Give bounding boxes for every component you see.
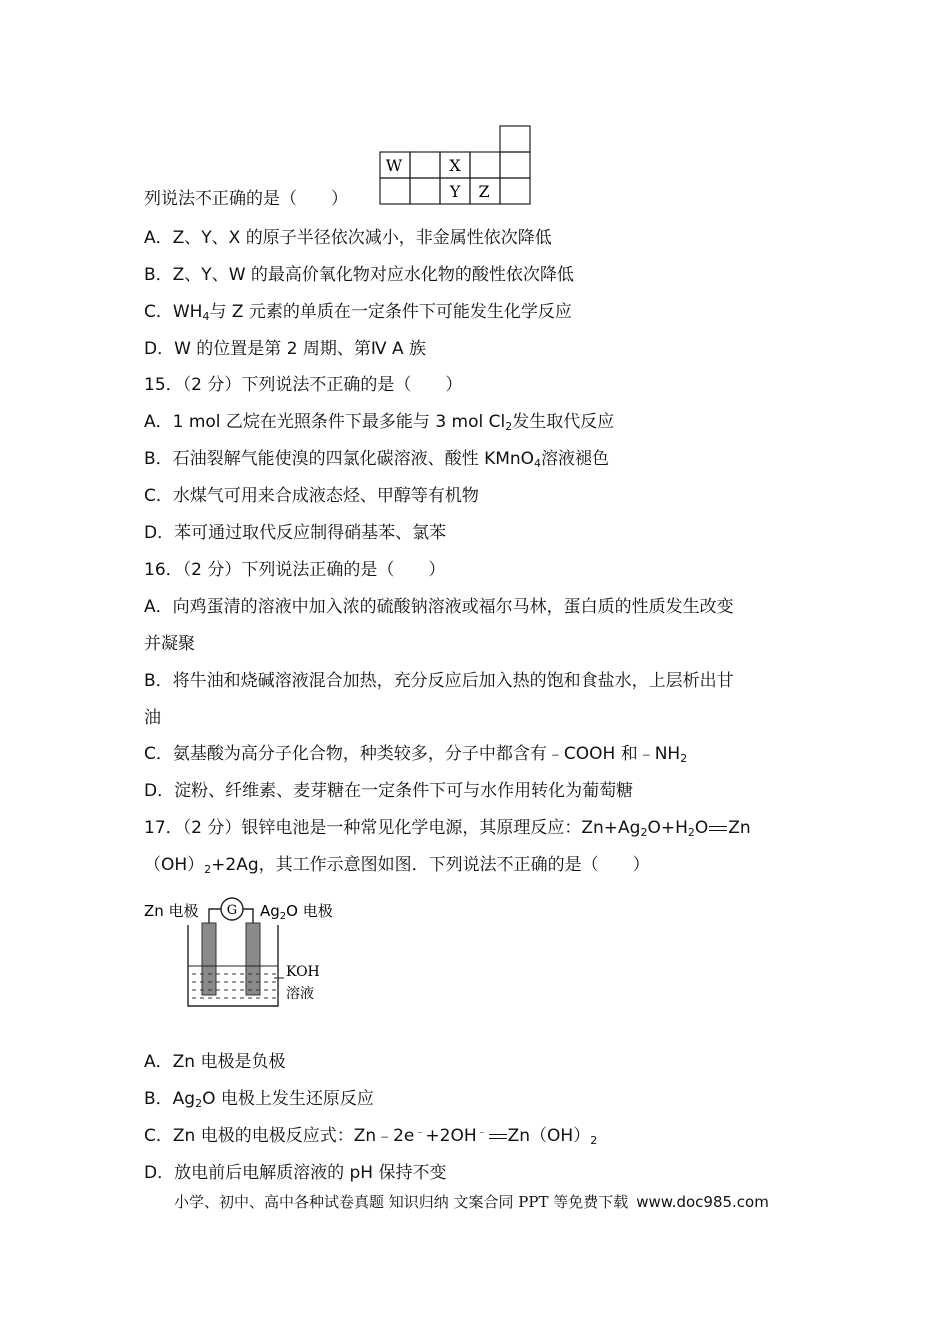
q17-stem-c: O [694, 818, 709, 838]
q17-b-pre: B．Ag [144, 1089, 196, 1109]
q15-b-sub: 4 [534, 457, 542, 470]
q17-stem2-a: （OH） [144, 855, 205, 875]
q14-option-d: D．W 的位置是第 2 周期、第Ⅳ A 族 [144, 339, 427, 359]
galvanometer-label: G [226, 903, 238, 918]
cell-w: W [385, 156, 403, 175]
zn-electrode [202, 923, 216, 995]
solution-label: 溶液 [286, 986, 314, 1002]
q17-c-eqpost: Zn（OH） [507, 1126, 591, 1146]
q16-c-pre: C．氨基酸为高分子化合物，种类较多，分子中都含有﹣COOH 和﹣NH [144, 744, 681, 764]
q17-stem-sub2: 2 [687, 826, 695, 839]
q17-c-pre: C．Zn 电极的电极反应式：Zn﹣2e [144, 1126, 415, 1146]
periodic-table-fragment [378, 124, 534, 206]
q17-option-b [144, 1087, 374, 1111]
q15-a-post: 发生取代反应 [512, 412, 615, 432]
q16-option-d: D．淀粉、纤维素、麦芽糖在一定条件下可与水作用转化为葡萄糖 [144, 781, 634, 801]
equals-sign [709, 826, 727, 831]
q16-option-a-line1: A．向鸡蛋清的溶液中加入浓的硫酸钠溶液或福尔马林，蛋白质的性质发生改变 [144, 597, 734, 617]
q14-c-post: 与 Z 元素的单质在一定条件下可能发生化学反应 [209, 302, 572, 322]
q15-b-post: 溶液褪色 [541, 449, 610, 469]
q17-b-sub: 2 [195, 1097, 203, 1110]
q15-option-d: D．苯可通过取代反应制得硝基苯、氯苯 [144, 523, 447, 543]
ag2o-electrode [246, 923, 260, 995]
q17-stem-d: Zn [728, 818, 751, 838]
q17-c-mid: +2OH [425, 1126, 477, 1146]
ag2o-electrode-label: $Ag_2O$ 电极 [260, 902, 333, 922]
q14-c-pre: C．WH [144, 302, 203, 322]
q15-a-pre: A．1 mol 乙烷在光照条件下最多能与 3 mol Cl [144, 412, 506, 432]
q17-stem2-b: +2Ag，其工作示意图如图．下列说法不正确的是（ ） [211, 855, 650, 875]
q15-b-pre: B．石油裂解气能使溴的四氯化碳溶液、酸性 KMnO [144, 449, 535, 469]
equals-sign [489, 1134, 507, 1139]
battery-diagram [142, 890, 342, 1012]
footer-url[interactable]: www.doc985.com [636, 1193, 769, 1211]
q17-c-sup2: ﹣ [476, 1125, 488, 1138]
q17-option-c [144, 1124, 597, 1148]
q16-option-b-line2: 油 [144, 708, 161, 728]
q17-b-post: O 电极上发生还原反应 [202, 1089, 374, 1109]
q16-option-a-line2: 并凝聚 [144, 634, 195, 654]
q15-a-sub: 2 [505, 420, 513, 433]
q17-stem-a: 17．（2 分）银锌电池是一种常见化学电源，其原理反应：Zn+Ag [144, 818, 641, 838]
page-footer [174, 1191, 769, 1212]
cell-z: Z [478, 182, 490, 201]
q15-option-c: C．水煤气可用来合成液态烃、甲醇等有机物 [144, 486, 479, 506]
q16-stem: 16．（2 分）下列说法正确的是（ ） [144, 560, 446, 580]
q14-stem-tail: 列说法不正确的是（ ） [144, 189, 348, 209]
footer-text: 小学、初中、高中各种试卷真题 知识归纳 文案合同 PPT 等免费下载 [174, 1193, 629, 1211]
koh-label: KOH [286, 964, 320, 980]
q17-option-a: A．Zn 电极是负极 [144, 1052, 286, 1072]
q17-c-sup1: ﹣ [414, 1125, 426, 1138]
q14-option-c [144, 300, 572, 324]
cell-x: X [449, 156, 461, 175]
q14-option-b: B．Z、Y、W 的最高价氧化物对应水化物的酸性依次降低 [144, 265, 574, 285]
q15-option-b [144, 447, 609, 471]
q14-c-sub: 4 [202, 310, 210, 323]
q17-stem-line2 [144, 853, 650, 877]
q17-stem2-sub: 2 [204, 863, 212, 876]
q16-option-c [144, 742, 687, 766]
q17-option-d: D．放电前后电解质溶液的 pH 保持不变 [144, 1163, 447, 1183]
q14-option-a: A．Z、Y、X 的原子半径依次减小，非金属性依次降低 [144, 228, 552, 248]
q15-option-a [144, 410, 614, 434]
q16-option-b-line1: B．将牛油和烧碱溶液混合加热，充分反应后加入热的饱和食盐水，上层析出甘 [144, 671, 734, 691]
q17-stem-b: O+H [647, 818, 688, 838]
q17-stem-line1 [144, 816, 751, 840]
cell-y: Y [449, 182, 461, 201]
q17-c-sub: 2 [590, 1134, 598, 1147]
q16-c-sub: 2 [680, 752, 688, 765]
q15-stem: 15．（2 分）下列说法不正确的是（ ） [144, 375, 463, 395]
q17-stem-sub1: 2 [640, 826, 648, 839]
zn-electrode-label: Zn 电极 [144, 902, 199, 920]
